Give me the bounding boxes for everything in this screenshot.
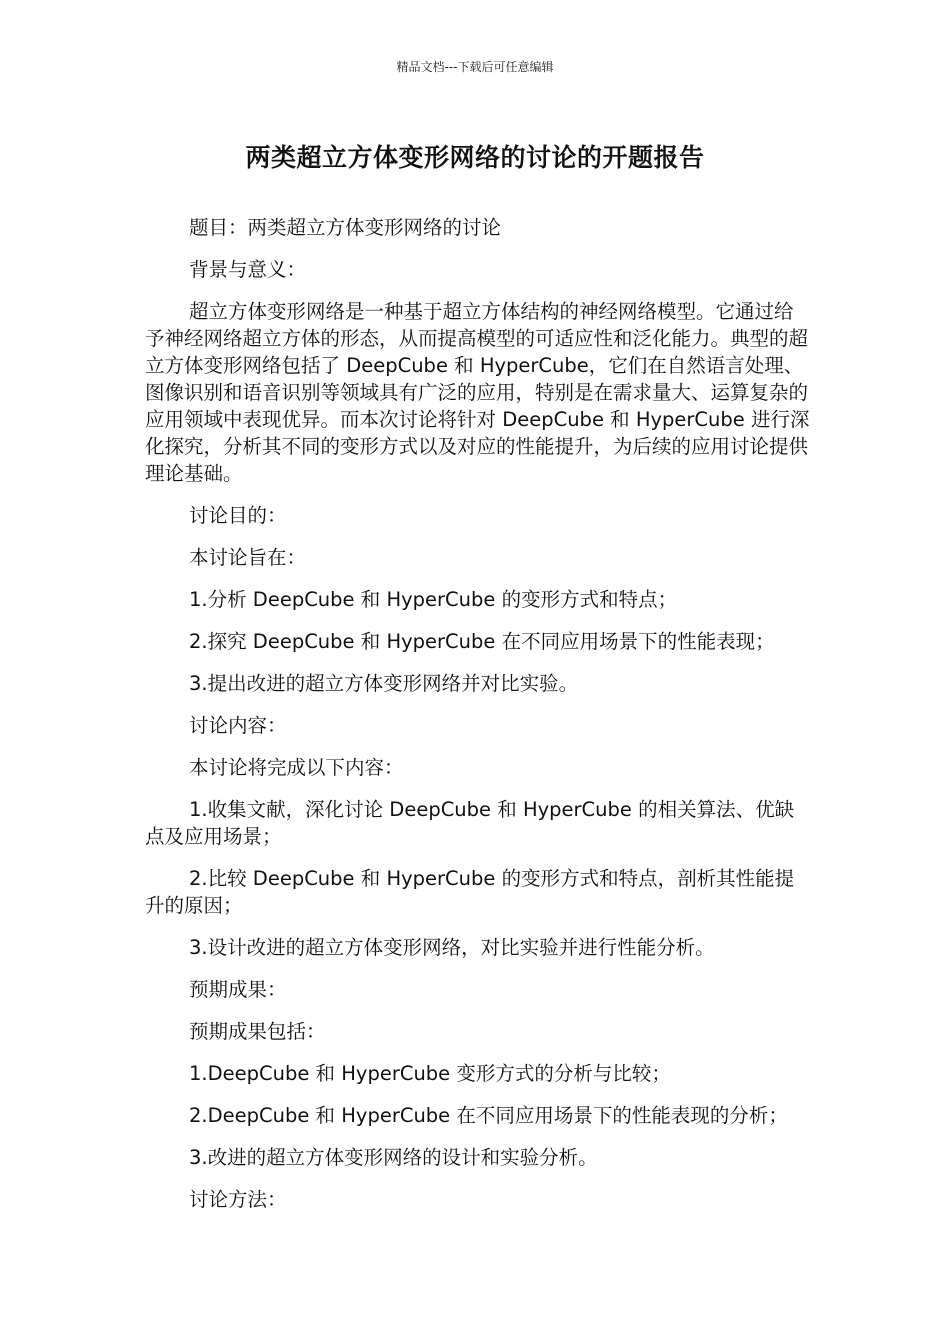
- purpose-item-2: 2.探究 DeepCube 和 HyperCube 在不同应用场景下的性能表现；: [189, 630, 775, 653]
- paragraph-content-intro: 本讨论将完成以下内容：: [189, 756, 404, 779]
- heading-content: 讨论内容：: [189, 714, 287, 737]
- result-item-1: 1.DeepCube 和 HyperCube 变形方式的分析与比较；: [189, 1062, 671, 1085]
- content-item-2: 2.比较 DeepCube 和 HyperCube 的变形方式和特点，剖析其性能提升的原因；: [145, 867, 795, 917]
- purpose-item-3: 3.提出改进的超立方体变形网络并对比实验。: [189, 672, 579, 695]
- paragraph-results-intro: 预期成果包括：: [189, 1020, 326, 1043]
- heading-methods: 讨论方法：: [189, 1188, 287, 1211]
- document-body: [145, 214, 810, 1228]
- heading-background: 背景与意义：: [189, 258, 307, 281]
- heading-expected-results: 预期成果：: [189, 978, 287, 1001]
- paragraph-topic: 题目：两类超立方体变形网络的讨论: [189, 216, 502, 239]
- result-item-2: 2.DeepCube 和 HyperCube 在不同应用场景下的性能表现的分析；: [189, 1104, 788, 1127]
- paragraph-purpose-intro: 本讨论旨在：: [189, 546, 307, 569]
- heading-purpose: 讨论目的：: [189, 504, 287, 527]
- content-item-3: 3.设计改进的超立方体变形网络，对比实验并进行性能分析。: [189, 936, 715, 959]
- page-header: 精品文档---下载后可任意编辑: [396, 60, 554, 74]
- result-item-3: 3.改进的超立方体变形网络的设计和实验分析。: [189, 1146, 598, 1169]
- paragraph-background: 超立方体变形网络是一种基于超立方体结构的神经网络模型。它通过给予神经网络超立方体的形态，从而提高模型的可适应性和泛化能力。典型的超立方体变形网络包括了 DeepCube 和 HyperCube，它们在自然语言处理、图像识别和语音识别等领域具有广泛的应用，特别是在需求量大、运算复杂的应用领域中表现优异。而本次讨论将针对 DeepCube 和 HyperCube 进行深化探究，分析其不同的变形方式以及对应的性能提升，为后续的应用讨论提供理论基础。: [145, 300, 810, 485]
- document-title: 两类超立方体变形网络的讨论的开题报告: [245, 143, 705, 172]
- content-item-1: 1.收集文献，深化讨论 DeepCube 和 HyperCube 的相关算法、优缺点及应用场景；: [145, 798, 795, 848]
- purpose-item-1: 1.分析 DeepCube 和 HyperCube 的变形方式和特点；: [189, 588, 678, 611]
